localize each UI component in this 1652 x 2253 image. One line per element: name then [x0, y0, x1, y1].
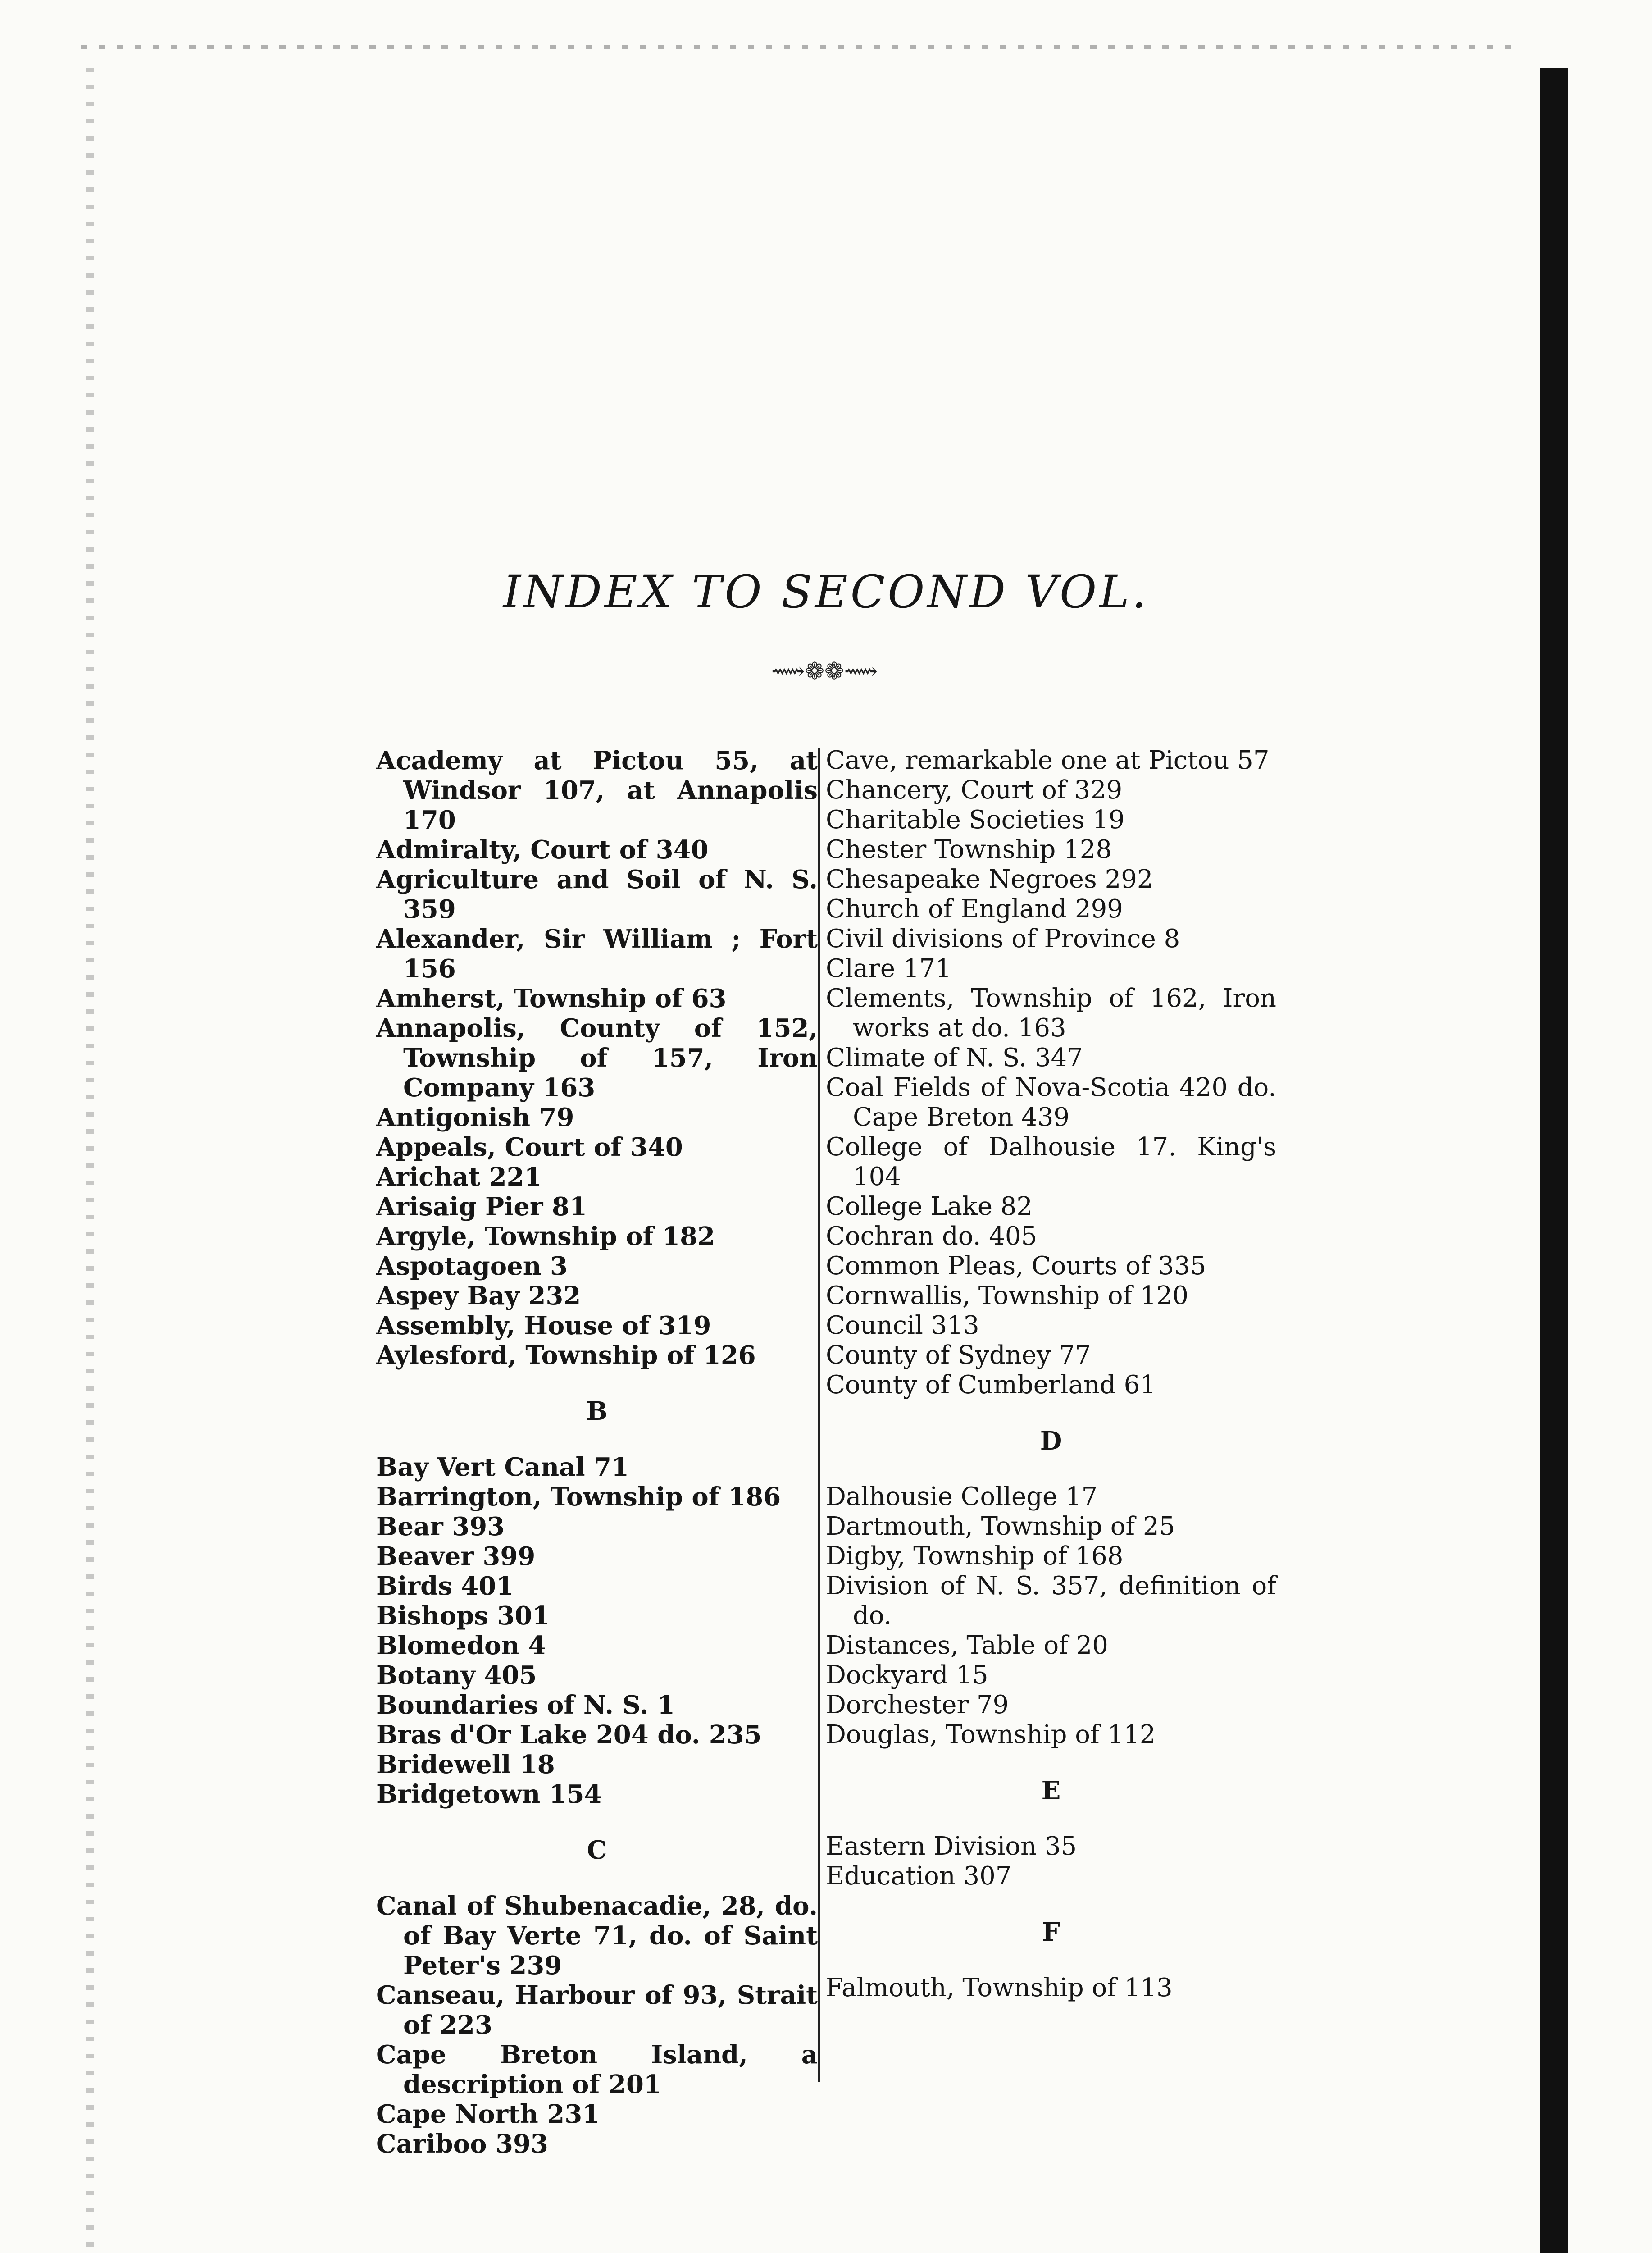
index-entry: Arichat 221	[376, 1162, 542, 1192]
index-entry: Assembly, House of 319	[376, 1311, 711, 1341]
index-group-b	[376, 1452, 818, 1809]
column-divider	[818, 748, 820, 2082]
index-entry: Alexander, Sir William ; Fort 156	[376, 924, 818, 984]
index-entry: Bridewell 18	[376, 1750, 555, 1779]
index-group-e	[826, 1832, 1276, 1891]
ornament-flourish: ⟿❁❁⟿	[771, 658, 878, 685]
section-letter-f: F	[1042, 1917, 1060, 1947]
index-entry: Division of N. S. 357, definition of do.	[826, 1571, 1276, 1630]
index-entry: Eastern Division 35	[826, 1832, 1077, 1861]
index-entry: College Lake 82	[826, 1192, 1033, 1221]
index-entry: Bay Vert Canal 71	[376, 1452, 629, 1482]
index-entry: Civil divisions of Province 8	[826, 924, 1180, 953]
index-entry: Bishops 301	[376, 1601, 550, 1631]
index-entry: Aspey Bay 232	[376, 1281, 581, 1311]
index-entry: Bras d'Or Lake 204 do. 235	[376, 1720, 762, 1750]
index-entry: Blomedon 4	[376, 1631, 546, 1660]
index-entry: Boundaries of N. S. 1	[376, 1690, 675, 1720]
scan-edge-right	[1540, 68, 1568, 2253]
index-column-left	[376, 746, 818, 2159]
index-entry: Dockyard 15	[826, 1660, 988, 1690]
index-entry: Coal Fields of Nova-Scotia 420 do. Cape Breton 439	[826, 1073, 1276, 1132]
index-group-c	[376, 1891, 818, 2159]
index-entry: Council 313	[826, 1311, 979, 1340]
index-group-f	[826, 1973, 1276, 2003]
index-entry: Agriculture and Soil of N. S. 359	[376, 865, 818, 924]
index-entry: Bear 393	[376, 1512, 505, 1542]
index-entry: Cape North 231	[376, 2099, 600, 2129]
index-entry: Beaver 399	[376, 1542, 536, 1571]
index-entry: Dalhousie College 17	[826, 1482, 1098, 1511]
page-title: INDEX TO SECOND VOL.	[503, 566, 1149, 618]
index-entry: Distances, Table of 20	[826, 1631, 1108, 1660]
index-entry: Aylesford, Township of 126	[376, 1341, 756, 1370]
index-entry: Charitable Societies 19	[826, 805, 1125, 835]
index-entry: Dartmouth, Township of 25	[826, 1512, 1175, 1541]
index-entry: Chancery, Court of 329	[826, 775, 1123, 805]
index-entry: Aspotagoen 3	[376, 1251, 568, 1281]
index-entry: Argyle, Township of 182	[376, 1222, 715, 1251]
index-entry: Canal of Shubenacadie, 28, do. of Bay Verte 71, do. of Saint Peter's 239	[376, 1891, 818, 1980]
scan-edge-top	[81, 45, 1523, 49]
index-entry: Digby, Township of 168	[826, 1542, 1124, 1571]
index-entry: Barrington, Township of 186	[376, 1482, 781, 1512]
section-letter-b: B	[586, 1396, 608, 1426]
index-entry: Admiralty, Court of 340	[376, 835, 709, 865]
index-entry: Church of England 299	[826, 894, 1123, 924]
index-group-a	[376, 746, 818, 1370]
index-entry: Annapolis, County of 152, Township of 157, Iron Company 163	[376, 1013, 818, 1103]
index-entry: Academy at Pictou 55, at Windsor 107, at Annapolis 170	[376, 746, 818, 835]
index-entry: Appeals, Court of 340	[376, 1132, 683, 1162]
index-entry: Dorchester 79	[826, 1690, 1009, 1719]
index-entry: Birds 401	[376, 1571, 514, 1601]
index-entry: Common Pleas, Courts of 335	[826, 1251, 1206, 1281]
index-group-d	[826, 1482, 1276, 1750]
index-entry: Cape Breton Island, a description of 201	[376, 2040, 818, 2099]
index-entry: Cornwallis, Township of 120	[826, 1281, 1188, 1310]
index-entry: Cave, remarkable one at Pictou 57	[826, 746, 1270, 775]
section-letter-c: C	[587, 1835, 607, 1865]
index-entry: Botany 405	[376, 1660, 537, 1690]
index-entry: Chesapeake Negroes 292	[826, 865, 1153, 894]
index-entry: College of Dalhousie 17. King's 104	[826, 1132, 1276, 1191]
index-entry: Climate of N. S. 347	[826, 1043, 1083, 1072]
index-entry: Chester Township 128	[826, 835, 1112, 864]
index-entry: County of Sydney 77	[826, 1341, 1091, 1370]
index-column-right	[826, 746, 1276, 2003]
index-entry: Antigonish 79	[376, 1103, 574, 1132]
index-entry: Canseau, Harbour of 93, Strait of 223	[376, 1980, 818, 2040]
index-entry: Clare 171	[826, 954, 951, 983]
index-entry: Cariboo 393	[376, 2129, 548, 2159]
section-letter-e: E	[1041, 1776, 1061, 1806]
index-entry: Education 307	[826, 1861, 1012, 1891]
index-entry: Amherst, Township of 63	[376, 984, 727, 1013]
index-entry: Arisaig Pier 81	[376, 1192, 587, 1222]
index-entry: Falmouth, Township of 113	[826, 1973, 1173, 2002]
index-group-c-cont	[826, 746, 1276, 1400]
section-letter-d: D	[1040, 1426, 1062, 1456]
index-entry: Clements, Township of 162, Iron works at do. 163	[826, 984, 1276, 1043]
index-entry: Bridgetown 154	[376, 1779, 602, 1809]
index-entry: County of Cumberland 61	[826, 1370, 1156, 1400]
scan-edge-left	[86, 68, 94, 2253]
index-entry: Cochran do. 405	[826, 1222, 1038, 1251]
index-entry: Douglas, Township of 112	[826, 1720, 1156, 1749]
